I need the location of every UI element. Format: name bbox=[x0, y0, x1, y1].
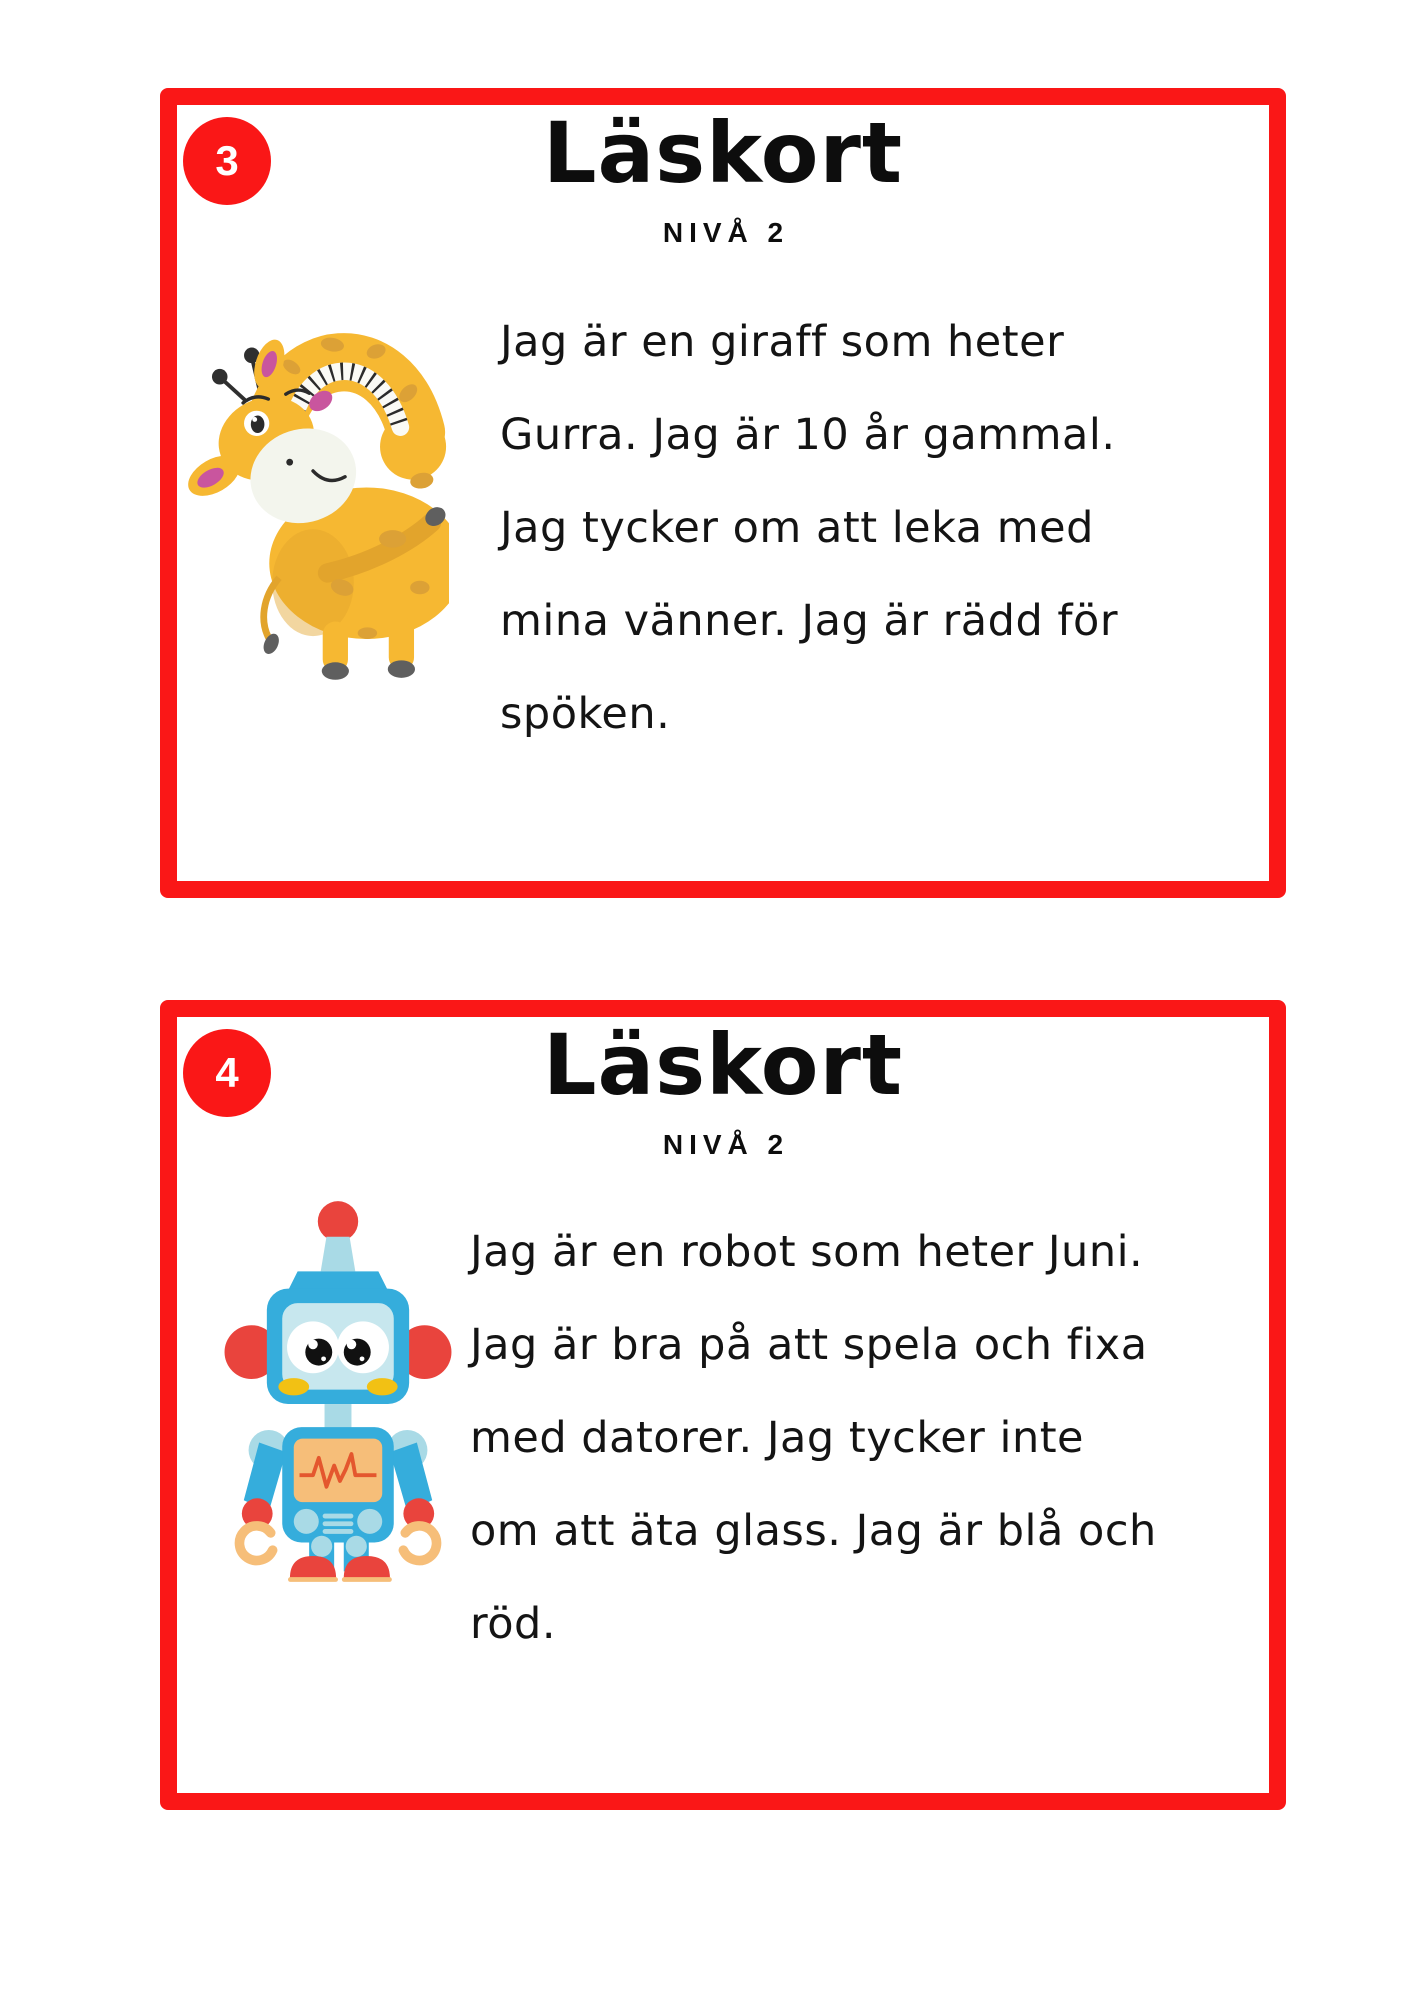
card-text-line: Jag är bra på att spela och fixa bbox=[470, 1320, 1148, 1370]
card-level: NIVÅ 2 bbox=[662, 217, 790, 248]
card-header bbox=[177, 1017, 1269, 1161]
card-level: NIVÅ 2 bbox=[662, 1129, 790, 1160]
card-text-line: spöken. bbox=[500, 689, 671, 739]
card-text-line: med datorer. Jag tycker inte bbox=[470, 1413, 1085, 1463]
card-title: Läskort bbox=[542, 104, 904, 202]
card-text-line: Jag tycker om att leka med bbox=[500, 503, 1094, 553]
card-text-line: Gurra. Jag är 10 år gammal. bbox=[500, 410, 1116, 460]
card-title: Läskort bbox=[542, 1016, 904, 1114]
reading-card-4 bbox=[160, 1000, 1286, 1810]
card-text-line: röd. bbox=[470, 1599, 557, 1649]
giraffe-illustration bbox=[177, 290, 449, 685]
card-text-line: Jag är en robot som heter Juni. bbox=[470, 1227, 1144, 1277]
reading-card-3 bbox=[160, 88, 1286, 898]
card-text-line: om att äta glass. Jag är blå och bbox=[470, 1506, 1157, 1556]
card-header bbox=[177, 105, 1269, 249]
card-text-line: mina vänner. Jag är rädd för bbox=[500, 596, 1119, 646]
card-number: 4 bbox=[215, 1049, 239, 1096]
robot-illustration bbox=[213, 1200, 463, 1589]
card-number: 3 bbox=[215, 137, 239, 184]
card-text-line: Jag är en giraff som heter bbox=[500, 317, 1065, 367]
